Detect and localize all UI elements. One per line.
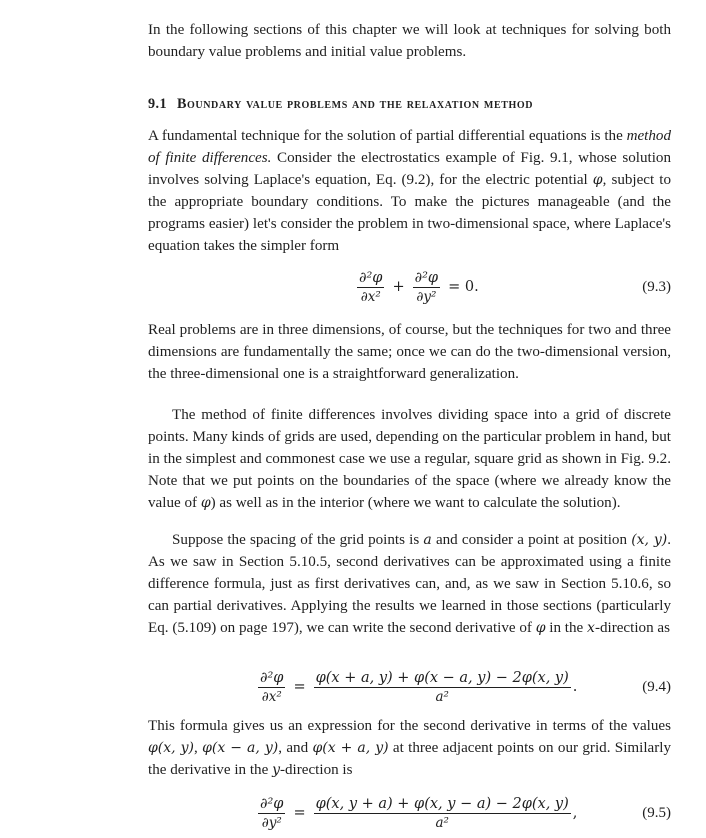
equals-operator: = (293, 679, 306, 695)
section-number: 9.1 (148, 96, 167, 112)
text-run: Suppose the spacing of the grid points is (172, 532, 424, 548)
fraction-finite-difference-x (314, 669, 571, 706)
equation-9-3 (148, 262, 671, 312)
text-run: ) as well as in the interior (where we want to calculate the solution). (210, 494, 621, 511)
equation-number: (9.4) (642, 678, 671, 695)
comma: , (572, 805, 578, 821)
text-run: A fundamental technique for the solution of partial differential equations is the (148, 128, 627, 144)
math-x: x (587, 619, 595, 636)
math-phi-xy: φ(x, y) (148, 739, 194, 756)
numerator: ∂²φ (260, 669, 284, 686)
plus-operator: + (392, 279, 405, 295)
numerator: ∂²φ (414, 269, 439, 286)
text-run: , and (278, 739, 313, 756)
fraction-d2phi-dx2 (258, 669, 285, 706)
text-run: -direction as (594, 619, 670, 636)
denominator: ∂y² (261, 814, 282, 831)
equation-number: (9.5) (642, 804, 671, 821)
text-run: Consider the electrostatics example of Fig. 9.1, whose solution involves solving Laplace's equation, Eq. (9.2), for the electric potential (148, 149, 671, 188)
fraction-d2phi-dx2 (357, 269, 384, 306)
fraction-d2phi-dy2 (413, 269, 440, 306)
section-title: Boundary value problems and the relaxation method (176, 96, 534, 112)
equation-9-5 (148, 788, 671, 838)
text-run: in the (545, 619, 588, 636)
section-heading (148, 96, 671, 113)
math-a: a (423, 532, 432, 548)
text-run: at three adjacent points on our grid. Similarly the derivative in the (148, 739, 671, 778)
paragraph-grid (148, 405, 671, 515)
equals-operator: = (293, 805, 306, 821)
text-run: . As we saw in Section 5.10.5, second derivatives can be approximated using a finite difference formula, just as first derivatives can, and, as we saw in Section 5.10.6, so can partial derivatives. Applying the results we learned in those sections (particularly Eq. (5.109) on page 197), we can write the second derivative of (148, 532, 671, 636)
text-run: , subject to the appropriate boundary conditions. To make the pictures manageable (and the programs easier) let's consider the problem in two-dimensional space, where Laplace's equation takes the simpler form (148, 171, 671, 254)
paragraph-second-derivative (148, 716, 671, 782)
intro-paragraph: In the following sections of this chapter we will look at techniques for solving both boundary value problems and initial value problems. (148, 22, 671, 60)
paragraph-real-problems: Real problems are in three dimensions, of course, but the techniques for two and three dimensions are fundamentally the same; once we can do the two-dimensional version, the three-dimensional one is a straightforward generalization. (148, 322, 671, 382)
text-run: , (194, 739, 203, 756)
emphasis-method: method of finite differences. (148, 128, 671, 166)
math-xy: (x, y) (631, 532, 668, 548)
paragraph-finite-differences (148, 126, 671, 257)
numerator: φ(x + a, y) + φ(x − a, y) − 2φ(x, y) (315, 669, 569, 686)
paragraph-grid-spacing (148, 530, 671, 640)
period: . (572, 679, 578, 695)
denominator: a² (435, 814, 449, 831)
math-phi-x-minus-a: φ(x − a, y) (202, 739, 279, 756)
denominator: ∂x² (261, 688, 282, 705)
denominator: ∂x² (360, 288, 381, 305)
equals-zero: = 0. (448, 279, 479, 295)
fraction-d2phi-dy2 (258, 795, 285, 832)
text-run: and consider a point at position (431, 532, 632, 548)
equation-9-4 (148, 662, 671, 712)
text-run: This formula gives us an expression for the second derivative in terms of the values (148, 718, 671, 734)
denominator: a² (435, 688, 449, 705)
math-phi: φ (535, 619, 546, 636)
text-run: -direction is (279, 761, 353, 778)
equation-number: (9.3) (642, 278, 671, 295)
denominator: ∂y² (416, 288, 437, 305)
math-y: y (272, 761, 280, 778)
math-phi: φ (592, 171, 603, 188)
math-phi: φ (200, 494, 211, 511)
fraction-finite-difference-y (314, 795, 571, 832)
numerator: φ(x, y + a) + φ(x, y − a) − 2φ(x, y) (315, 795, 569, 812)
numerator: ∂²φ (260, 795, 284, 812)
numerator: ∂²φ (359, 269, 383, 286)
math-phi-x-plus-a: φ(x + a, y) (312, 739, 389, 756)
text-run: The method of finite differences involves dividing space into a grid of discrete points. Many kinds of grids are used, depending on the particular problem in hand, but in the simplest and commonest case we use a regular, square grid as shown in Fig. 9.2. Note that we put points on the boundaries of the space (where we already know the value of (148, 407, 671, 511)
